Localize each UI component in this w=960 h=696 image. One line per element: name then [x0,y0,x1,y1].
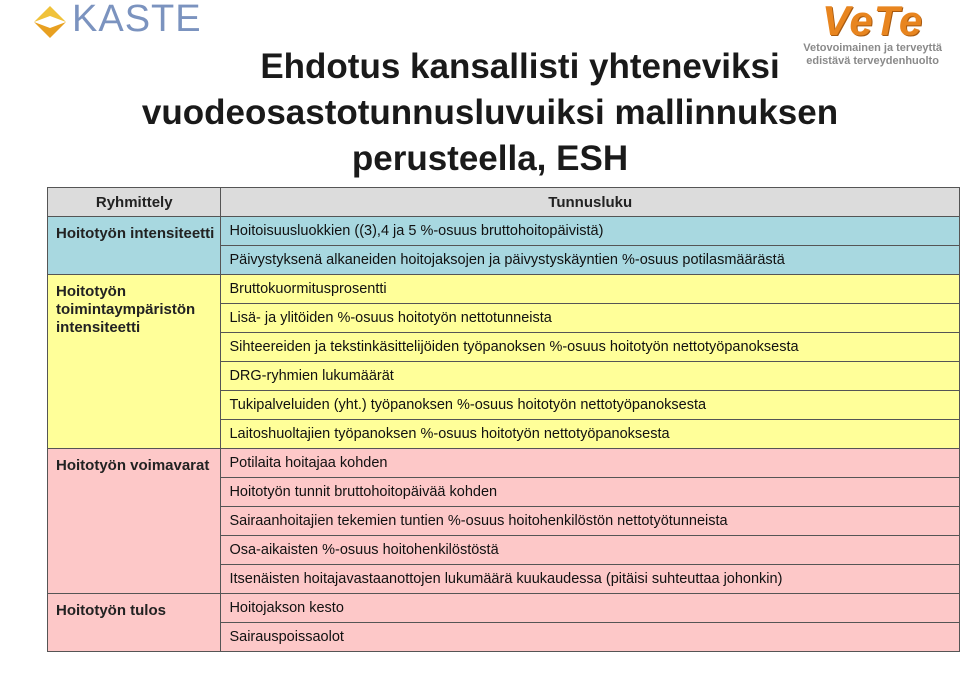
vete-logo-text: VeTe [821,0,924,44]
group-cell-outcome: Hoitotyön tulos [48,594,221,652]
vete-tagline-2: edistävä terveydenhuolto [806,55,939,67]
metric-row: Hoitojakson kesto [221,594,960,623]
metric-row: Sairauspoissaolot [221,623,960,652]
group-cell-resources: Hoitotyön voimavarat [48,449,221,594]
kaste-logo-text: KASTE [72,0,202,40]
title-line-1: Ehdotus kansallisti yhteneviksi [260,47,780,86]
metric-row: Laitoshuoltajien työpanoksen %-osuus hoitotyön nettotyöpanoksesta [221,420,960,449]
vete-tagline-1: Vetovoimainen ja terveyttä [803,42,942,54]
metric-row: Hoitoisuusluokkien ((3),4 ja 5 %-osuus bruttohoitopäivistä) [221,217,960,246]
group-cell-intensity: Hoitotyön intensiteetti [48,217,221,275]
metric-row: Hoitotyön tunnit bruttohoitopäivää kohden [221,478,960,507]
metric-row: Sihteereiden ja tekstinkäsittelijöiden työpanoksen %-osuus hoitotyön nettotyöpanoksesta [221,333,960,362]
kaste-logo-mark [32,4,68,45]
title-line-2: vuodeosastotunnusluvuiksi mallinnuksen [141,93,839,132]
metric-row: Potilaita hoitajaa kohden [221,449,960,478]
metric-row: Sairaanhoitajien tekemien tuntien %-osuus hoitohenkilöstön nettotyötunneista [221,507,960,536]
metric-row: Itsenäisten hoitajavastaanottojen lukumäärä kuukaudessa (pitäisi suhteuttaa johonkin) [221,565,960,594]
metric-row: Tukipalveluiden (yht.) työpanoksen %-osuus hoitotyön nettotyöpanoksesta [221,391,960,420]
metric-row: Lisä- ja ylitöiden %-osuus hoitotyön nettotunneista [221,304,960,333]
metrics-table [47,187,960,652]
metric-column-header: Tunnusluku [221,188,960,217]
title-line-3: perusteella, ESH [351,139,629,178]
metric-row: Päivystyksenä alkaneiden hoitojaksojen ja päivystyskäyntien %-osuus potilasmäärästä [221,246,960,275]
group-cell-environment: Hoitotyön toimintaympäristön intensiteetti [48,275,221,449]
group-column-header: Ryhmittely [48,188,221,217]
metric-row: Bruttokuormitusprosentti [221,275,960,304]
page-title [100,44,880,182]
metric-row: Osa-aikaisten %-osuus hoitohenkilöstöstä [221,536,960,565]
metric-row: DRG-ryhmien lukumäärät [221,362,960,391]
